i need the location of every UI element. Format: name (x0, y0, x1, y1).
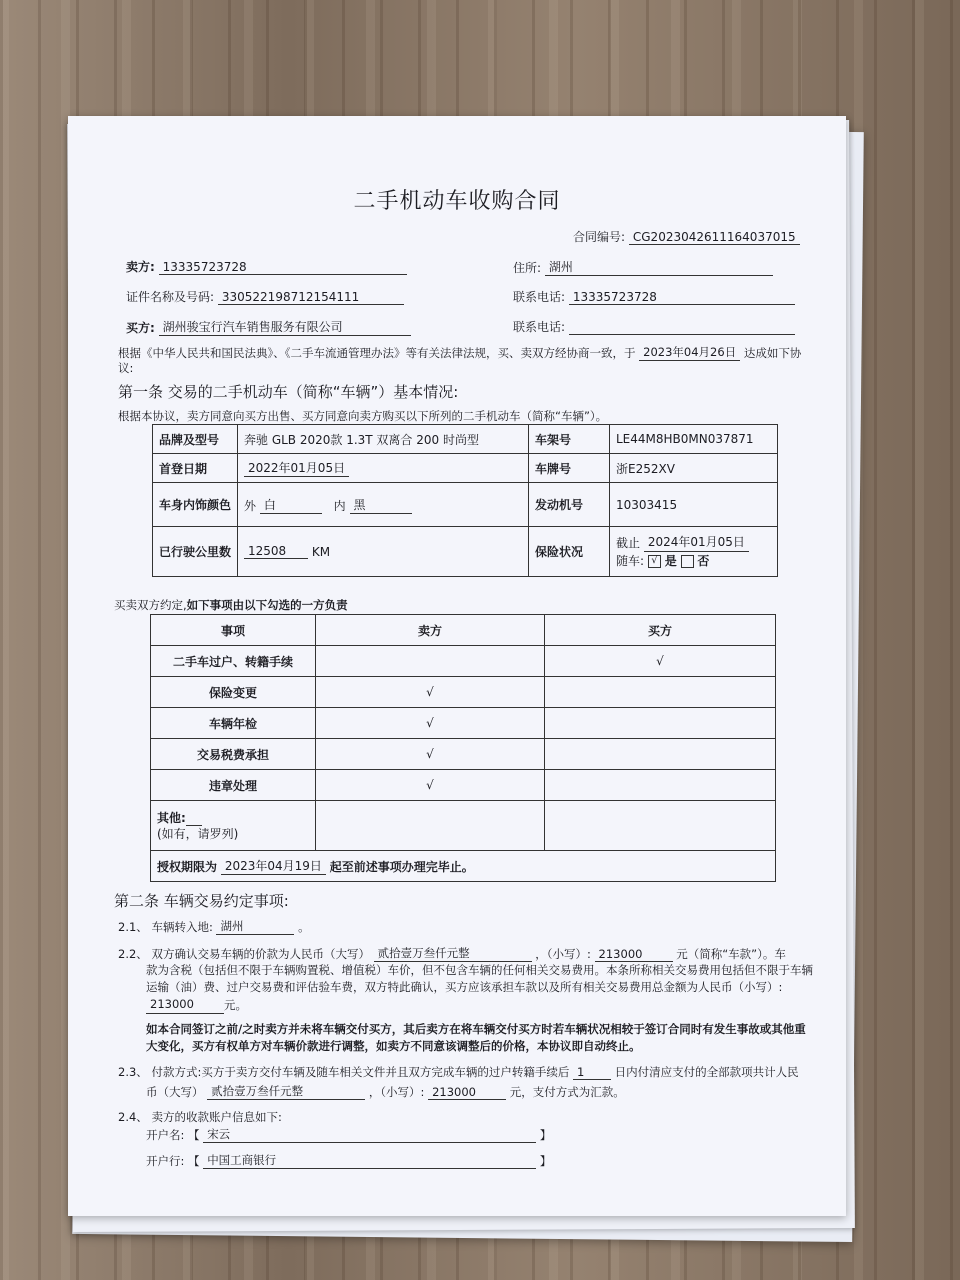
account-holder-row: 开户名: 【 宋云 】 (146, 1127, 552, 1142)
table-row: 授权期限为 2023年04月19日 起至前述事项办理完毕止。 (151, 851, 776, 882)
phone-row: 联系电话: 13335723728 (513, 288, 795, 305)
clause-2-3-line2: 币（大写） 贰拾壹万叁仟元整 ，（小写）: 213000 元，支付方式为汇款。 (146, 1084, 625, 1099)
clause-2-2-body: 款为含税（包括但不限于车辆购置税、增值税）车价，但不包含车辆的任何相关交易费用。本条所称相关交易费用包括但不限于车辆运输（油）费、过户交易费和评估验车费，双方特此确认，买方应该承担车款以及所有相关交易费用总金额为人民币（小写）: 213000 元。 (146, 963, 813, 1012)
table-row: 品牌及型号 奔驰 GLB 2020款 1.3T 双离合 200 时尚型 车架号 LE44M8HB0MN037871 (153, 425, 778, 454)
clause-2-1: 2.1、 车辆转入地: 湖州 。 (118, 919, 310, 934)
article1-desc: 根据本协议，卖方同意向买方出售、买方同意向卖方购买以下所列的二手机动车（简称“车辆”）。 (118, 409, 608, 423)
table-row: 车身内饰颜色 外 白 内 黑 发动机号 10303415 (153, 483, 778, 527)
clause-2-2-bold: 如本合同签订之前/之时卖方并未将车辆交付买方，其后卖方在将车辆交付买方时若车辆状况相较于签订合同时有发生事故或其他重大变化，买方有权单方对车辆价款进行调整，如卖方不同意该调整后的价格，本协议即自动终止。 (146, 1022, 806, 1053)
intro-line-1: 根据《中华人民共和国民法典》、《二手车流通管理办法》等有关法律法规，买、卖双方经协商一致，于 2023年04月26日 达成如下协 (118, 345, 802, 360)
table-row: 首登日期 2022年01月05日 车牌号 浙E252XV (153, 454, 778, 483)
address-row: 住所: 湖州 (513, 258, 773, 276)
page-title: 二手机动车收购合同 (353, 189, 561, 214)
table-row: 违章处理 √ (151, 770, 776, 801)
contract-number: 合同编号: CG2023042611164037015 (573, 228, 800, 245)
clause-2-3-line1: 2.3、 付款方式:买方于卖方交付车辆及随车相关文件并且双方完成车辆的过户转籍手续后 1 日内付清应支付的全部款项共计人民 (118, 1065, 799, 1079)
contract-paper (68, 116, 846, 1216)
table-row: 交易税费承担 √ (151, 739, 776, 770)
clause-2-2-line1: 2.2、 双方确认交易车辆的价款为人民币（大写） 贰拾壹万叁仟元整 ，（小写）: 213000 元（简称“车款”）。车 (118, 946, 786, 961)
buyer-row: 买方: 湖州骏宝行汽车销售服务有限公司 (126, 318, 411, 336)
article1-heading: 第一条 交易的二手机动车（简称“车辆”）基本情况: (118, 383, 459, 401)
buyer-phone-row: 联系电话: (513, 318, 795, 335)
article2-heading: 第二条 车辆交易约定事项: (114, 892, 289, 910)
table-row: 二手车过户、转籍手续 √ (151, 646, 776, 677)
seller-row: 卖方: 13335723728 (126, 258, 407, 275)
bank-row: 开户行: 【 中国工商银行 】 (146, 1153, 552, 1168)
vehicle-table (152, 424, 778, 577)
duties-intro: 买卖双方约定,如下事项由以下勾选的一方负责 (114, 598, 348, 612)
id-row: 证件名称及号码: 330522198712154111 (126, 288, 404, 305)
table-row: 保险变更 √ (151, 677, 776, 708)
intro-line-2: 议: (118, 361, 134, 375)
clause-2-4: 2.4、 卖方的收款账户信息如下: (118, 1110, 282, 1124)
yes-checkbox[interactable]: √ (648, 555, 661, 568)
table-row: 其他: (如有，请罗列) (151, 801, 776, 851)
table-row: 已行驶公里数 12508 KM 保险状况 截止 2024年01月05日 随车: √ 是 否 (153, 527, 778, 577)
no-checkbox[interactable] (681, 555, 694, 568)
table-row: 事项 卖方 买方 (151, 615, 776, 646)
duties-table (150, 614, 776, 882)
table-row: 车辆年检 √ (151, 708, 776, 739)
